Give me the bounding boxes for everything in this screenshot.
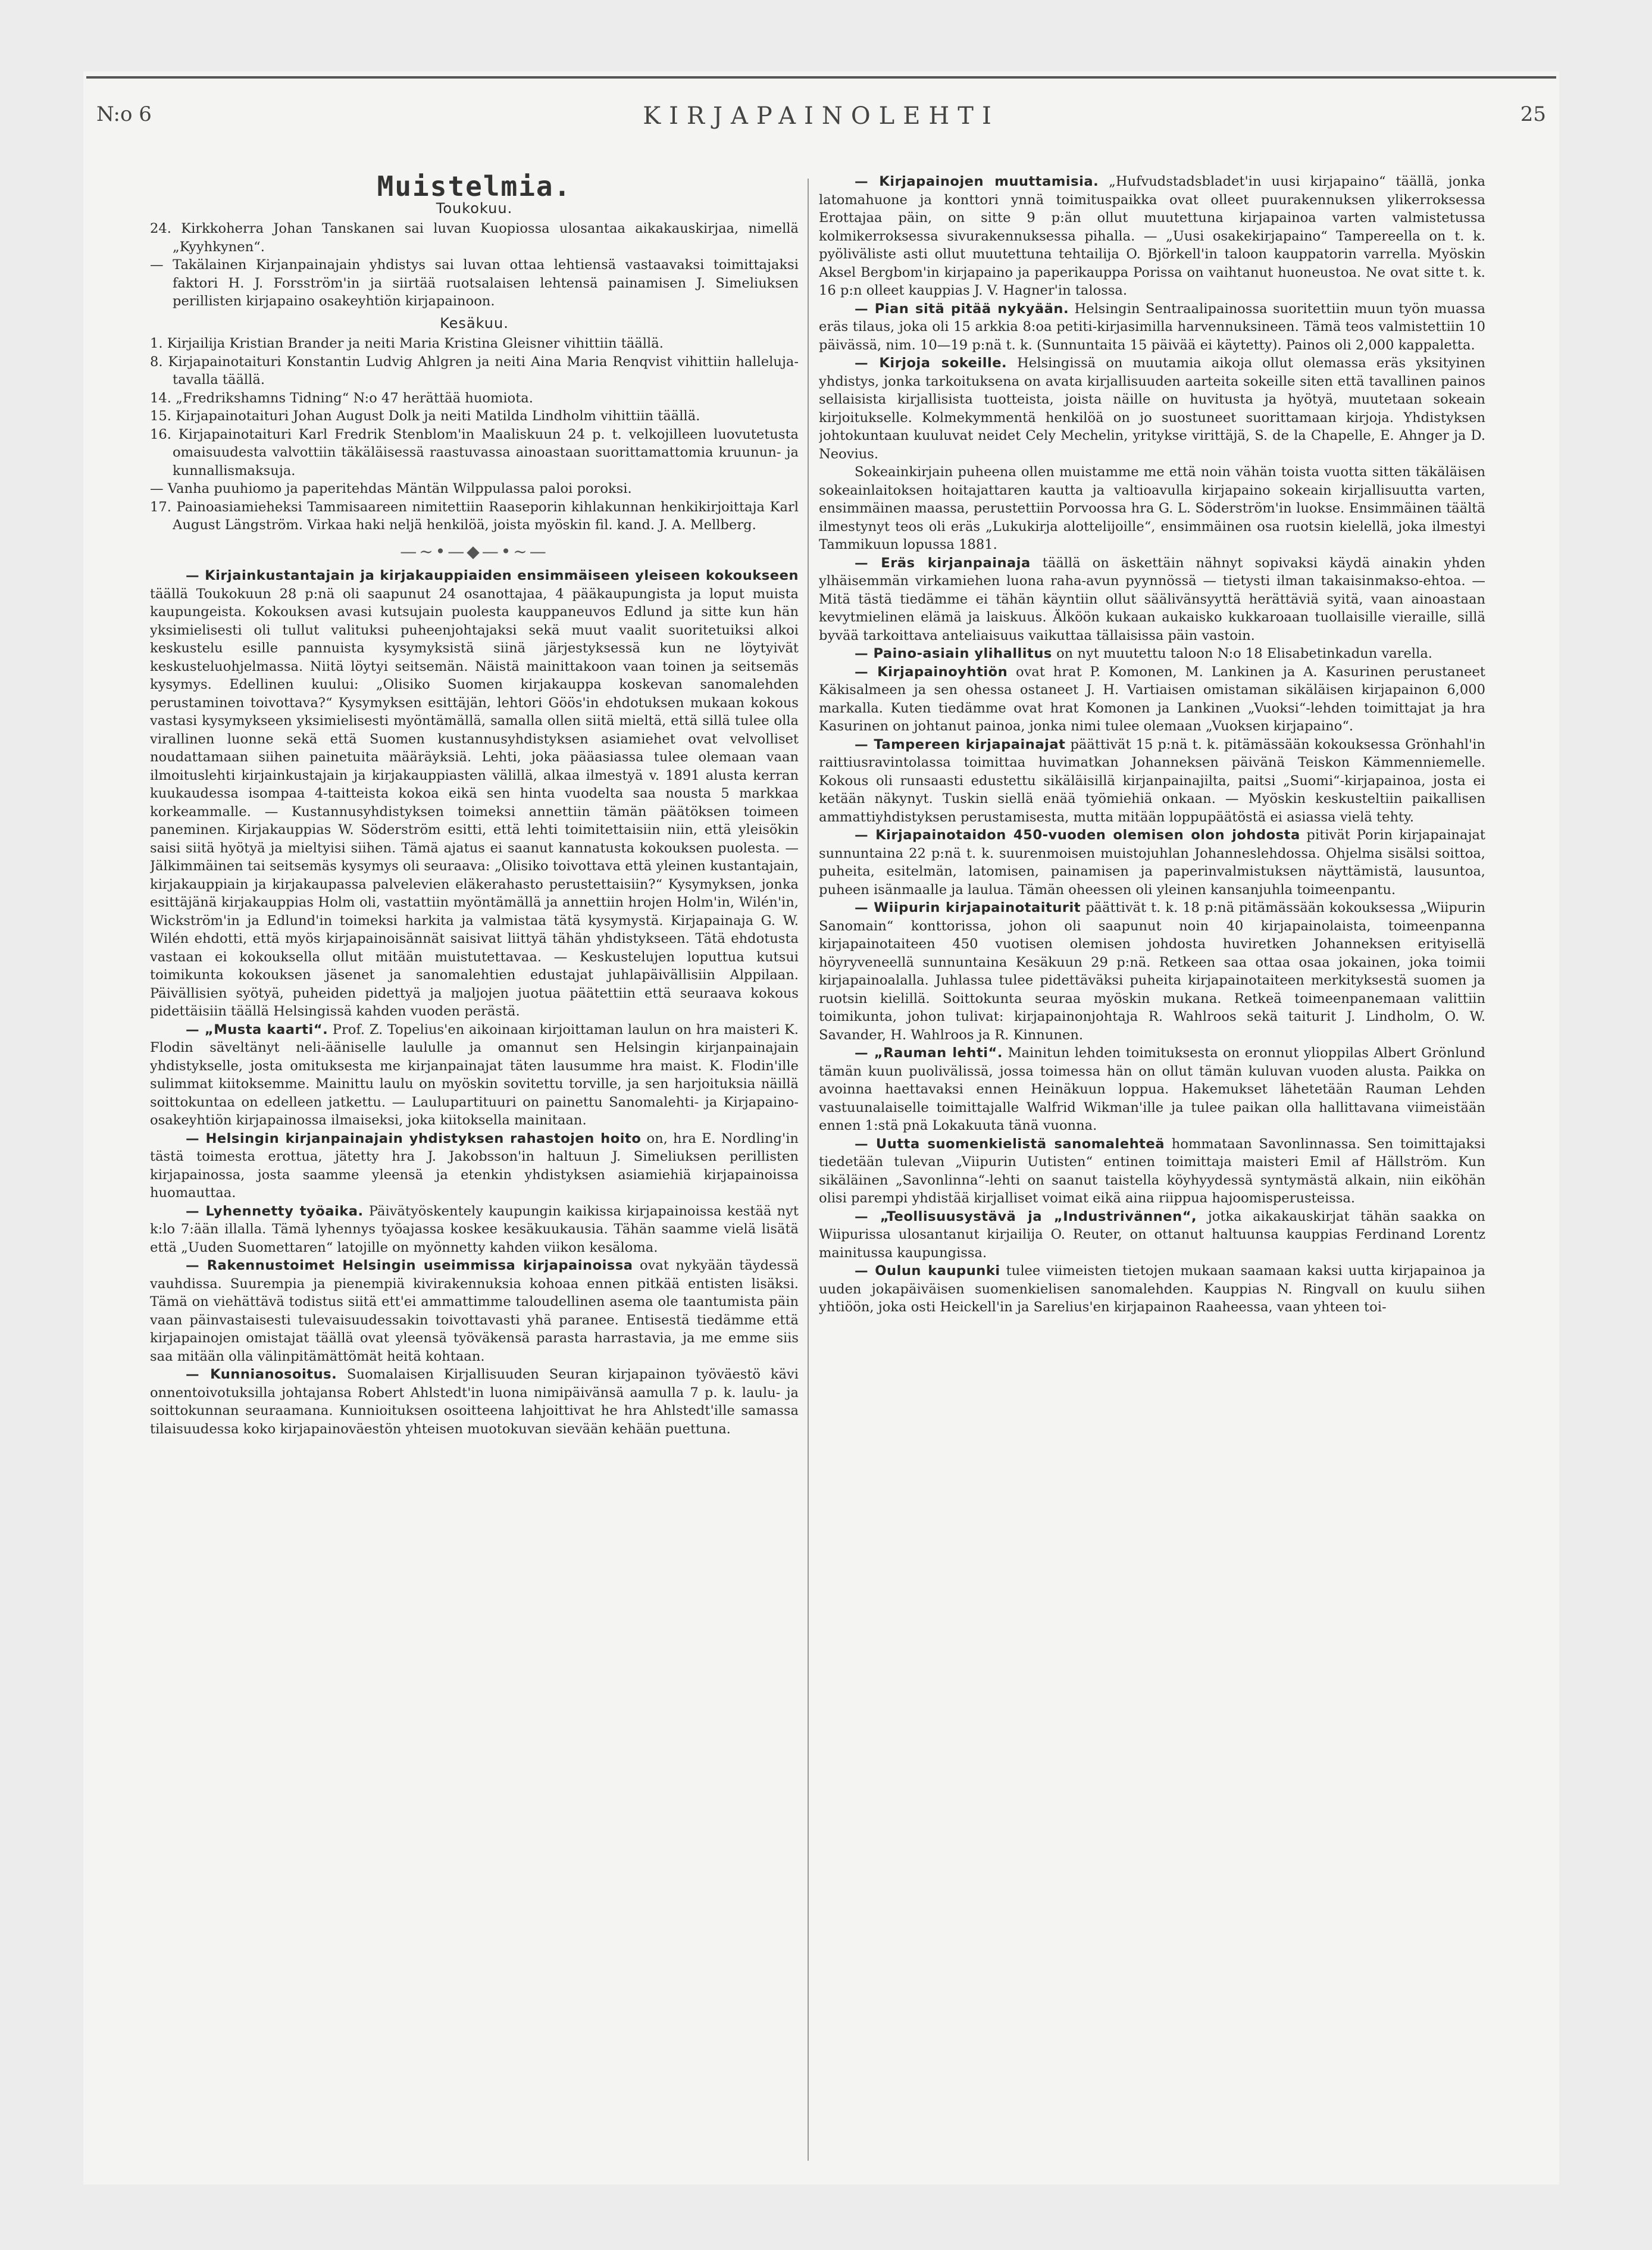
news-item (819, 300, 1485, 355)
news-item-heading: — Pian sitä pitää nykyään. (855, 301, 1069, 317)
publication-title: KIRJAPAINOLEHTI (643, 102, 1000, 130)
ornament-divider: —~•—◆—•~— (400, 541, 549, 561)
section-title: Muistelmia. (377, 173, 572, 202)
month-heading: Toukokuu. (436, 199, 513, 217)
news-item-heading: — Eräs kirjanpainaja (855, 555, 1031, 571)
news-item (819, 173, 1485, 300)
chronicle-entry: 8. Kirjapainotaituri Konstantin Ludvig Ahlgren ja neiti Aina Maria Renqvist vihittiin halleluja-tavalla täällä. (150, 354, 799, 388)
news-item (819, 899, 1485, 1044)
news-item-text: Prof. Z. Topelius'en aikoinaan kirjoittaman laulun on hra maisteri K. Flodin säveltänyt neli-ääniselle laululle ja omannut sen Helsingin kirjanpainajain yhdistykselle, josta omituksesta me kirjanpainajat täten lausumme hra maist. K. Flodin'ille sulimmat kiitoksemme. Mainittu laulu on myöskin sovitettu torville, ja sen harjoituksia näillä soittokuntaa on edelleen jatkettu. — Laulupartituuri on painettu Sanomalehti- ja Kirjapaino-osakeyhtiön kirjapainossa ilmaiseksi, joka kiitoksella mainitaan. (150, 1021, 799, 1128)
chronicle-entry: 24. Kirkkoherra Johan Tanskanen sai luvan Kuopiossa ulosantaa aikakauskirjaa, nimellä „Kyyhkynen“. (150, 221, 799, 255)
news-item-text: Sokeainkirjain puheena ollen muistamme me että noin vähän toista vuotta sitten täkäläisen sokeainlaitoksen hoitajattaren kautta ja valtioavulla kirjapaino sokeain kirjallisuutta varten, ensimmäinen maassa, perustettiin Porvoossa hra G. L. Söderström'in luokse. Ensimmäinen täältä ilmestynyt teos oli eräs „Lukukirja alottelijoille“, ensimmäinen osa ruotsin kielellä, joka ilmestyi Tammikuun lopussa 1881. (819, 464, 1485, 552)
issue-number: N:o 6 (96, 102, 152, 126)
chronicle-entry: — Takälainen Kirjanpainajain yhdistys sai luvan ottaa lehtiensä vastaavaksi toimittajaksi faktori H. J. Forsström'in ja siirtää ruotsalaisen lehtensä painamisen J. Simeliuksen perillisten kirjapaino osakeyhtiön kirjapainoon. (150, 257, 799, 309)
header-rule (86, 76, 1556, 79)
left-column (150, 173, 799, 2185)
news-item-text: ovat nykyään täydessä vauhdissa. Suurempia ja pienempiä kivirakennuksia kohoaa ennen pitkää entisten lisäksi. Tämä on viehättävä todistus siitä ett'ei ammattimme taloudellinen asema ole taantumista päin vaan päinvastaisesti tulevaisuudessakin toivottavasti yhä paranee. Entisestä tiedämme että kirjapainojen omistajat täällä ovat yleensä työväkensä parasta harrastavia, ja me emme siis saa mitään olla välinpitämättömät heitä kohtaan. (150, 1258, 799, 1364)
news-item-heading: — Lyhennetty työaika. (186, 1203, 364, 1219)
entry-list (150, 335, 799, 535)
news-item-heading: — Kunnianosoitus. (186, 1367, 337, 1382)
news-item-heading: — Kirjapainoyhtiön (855, 664, 1008, 680)
news-item-text: Mainitun lehden toimituksesta on eronnut ylioppilas Albert Grönlund tämän kuun puolivälissä, jossa toimessa hän on ollut tämän kuluvan vuoden alusta. Paikka on avoinna haettavaksi ennen Heinäkuun loppua. Hakemukset lähetetään Rauman Lehden vastuunalaiselle toimittajalle Walfrid Wikman'ille ja tulee paikan olla hallittavana viimeistään ennen 1:stä pnä Lokakuuta tänä vuonna. (819, 1045, 1485, 1133)
chronicle-entry: — Vanha puuhiomo ja paperitehdas Mäntän Wilppulassa paloi poroksi. (150, 481, 632, 496)
news-item-heading: — Tampereen kirjapainajat (855, 736, 1066, 752)
news-item (819, 736, 1485, 827)
news-item (150, 567, 799, 1021)
news-item-heading: — „Teollisuusystävä ja „Industrivännen“, (855, 1208, 1197, 1224)
month-heading: Kesäkuu. (440, 314, 509, 332)
news-item-text: on nyt muutettu taloon N:o 18 Elisabetinkadun varella. (1052, 646, 1432, 661)
news-item (819, 645, 1485, 663)
chronicle-entry: 17. Painoasiamieheksi Tammisaareen nimitettiin Raaseporin kihlakunnan henkikirjoittaja Karl August Längström. Virkaa haki neljä henkilöä, joista myöskin fil. kand. J. A. Mellberg. (150, 499, 799, 533)
chronicle-entry: 14. „Fredrikshamns Tidning“ N:o 47 herättää huomiota. (150, 390, 533, 406)
news-item-heading: — Wiipurin kirjapainotaiturit (855, 900, 1081, 915)
news-item (819, 1044, 1485, 1135)
news-item-text: Päivätyöskentely kaupungin kaikissa kirjapainoissa kestää nyt k:lo 7:ään illalla. Tämä lyhennys työajassa koskee kesäkuukausia. Tähän saamme vielä lisätä että „Uuden Suomettaren“ latojille on myönnetty kahden viikon kesäloma. (150, 1203, 799, 1255)
news-item (819, 1262, 1485, 1317)
news-item (819, 1135, 1485, 1208)
news-item (819, 554, 1485, 645)
news-item-text: täällä on äskettäin nähnyt sopivaksi käydä ainakin yhden ylhäisemmän virkamiehen luona raha-avun pyynnössä — tietysti ilman takaisinmakso-ehtoa. — Mitä tästä tiedämme ei tähän käyntiin ollut säälivänsyyttä herättäviä syitä, vaan ainoastaan kevytmielinen elämä ja laiskuus. Älköön kukaan aukaisko kukkaroaan tuollaisille vieraille, sillä byvää tarkoittava anteliaisuus vaikuttaa tällaisissa päin vastoin. (819, 555, 1485, 643)
news-item-heading: — Oulun kaupunki (855, 1263, 1000, 1279)
news-item (819, 826, 1485, 899)
news-item-text: „Hufvudstadsbladet'in uusi kirjapaino“ täällä, jonka latomahuone ja konttori ynnä toimituspaikka ovat olleet puurakennuksen ylikerroksessa Erottajaa päin, on sitte 9 p:än ollut muutettuna kirjapainoa varten valmistetussa kolmikerroksessa sivurakennuksessa pihalla. — „Uusi osakekirjapaino“ Tampereella on t. k. pyöliväliste asti ollut muutettuna tehtailija O. Björkell'in taloon kauppatorin varrella. Myöskin Aksel Bergbom'in kirjapaino ja paperikauppa Porissa on vaihtanut huoneustoa. Ne ovat sitte t. k. 16 p:n olleet kauppias J. V. Hagner'in talossa. (819, 174, 1485, 298)
entry-list (150, 220, 799, 311)
news-item-text: Helsingissä on muutamia aikoja ollut olemassa eräs yksityinen yhdistys, jonka tarkoituksena on avata kirjallisuuden aarteita sokeille siten että tavallinen painos sellaisista kirjallisista tuotteista, joista näille on huvitusta ja hyötyä, muutetaan sokeain kirjoitukselle. Kolmekymmentä henkilöä on jo suostuneet suorittamaan kirjoja. Yhdistyksen johtokuntaan kuuluvat neidet Cely Mechelin, yritykse virittäjä, S. de la Chapelle, E. Ahnger ja D. Neovius. (819, 355, 1485, 462)
news-item-heading: — Kirjainkustantajain ja kirjakauppiaiden ensimmäiseen yleiseen kokoukseen (186, 568, 799, 583)
news-item-heading: — Helsingin kirjanpainajain yhdistyksen rahastojen hoito (186, 1130, 642, 1146)
chronicle-entry: 16. Kirjapainotaituri Karl Fredrik Stenblom'in Maaliskuun 24 p. t. velkojilleen luovutetusta omaisuudesta valvottiin täkäläisessä raastuvassa ainoastaan suorittamattomia kruunun- ja kunnallismaksuja. (150, 426, 799, 479)
news-item (150, 1365, 799, 1438)
news-item-heading: — „Musta kaarti“. (186, 1021, 328, 1038)
news-item-text: jotka aikakauskirjat tähän saakka on Wiipurissa ulosantanut kirjailija O. Reuter, on ottanut haltuunsa kauppias Ferdinand Lorentz mainitussa kaupungissa. (819, 1208, 1485, 1261)
news-item-text: hommataan Savonlinnassa. Sen toimittajaksi tiedetään tulevan „Viipurin Uutisten“ entinen toimittaja maisteri Emil af Hällström. Kun sikäläinen „Savonlinna“-lehti on saanut taistella köyhyydessä syntymästä alkain, niin eiköhän olisi parempi yhdistää kirjalliset voimat eikä aina riippua hajoomisperusteissa. (819, 1136, 1485, 1206)
news-item-text: päättivät 15 p:nä t. k. pitämässään kokouksessa Grönhahl'in raittiusravintolassa toimittaa huvimatkan Johanneksen päivänä Teiskon Kämmenniemelle. Kokous oli runsaasti edustettu sikäläisillä kirjanpainajilta, paitsi „Suomi“-kirjapainoa, josta ei ketään näkynyt. Tuskin siellä enää työmiehiä onkaan. — Myöskin keskusteltiin paikallisen ammattiyhdistyksen perustamisesta, mutta mitään loppupäätöstä ei asiassa vielä tehty. (819, 736, 1485, 825)
news-item-heading: — Paino-asiain ylihallitus (855, 646, 1052, 661)
article-list (150, 567, 799, 1438)
news-item (150, 1130, 799, 1202)
news-item (150, 1257, 799, 1365)
news-item-heading: — „Rauman lehti“. (855, 1045, 1003, 1061)
news-item-text: ovat hrat P. Komonen, M. Lankinen ja A. Kasurinen perustaneet Käkisalmeen ja sen ohessa ostaneet J. H. Vartiaisen omistaman sikäläisen kirjapainon 6,000 markalla. Kuten tiedämme ovat hrat Komonen ja Lankinen „Vuoksi“-lehden toimittajat ja hra Kasurinen on johtanut painoa, jonka nimi tulee olemaan „Vuoksen kirjapaino“. (819, 664, 1485, 734)
article-list (819, 173, 1485, 1317)
chronicle-entry: 1. Kirjailija Kristian Brander ja neiti Maria Kristina Gleisner vihittiin täällä. (150, 336, 664, 351)
news-item-text: on, hra E. Nordling'in tästä toimesta erottua, jätetty hra J. Jakobsson'in haltuun J. Simeliuksen perillisten kirjapainossa, josta saamme yleensä ja etenkin yhdistyksen asiamiehiä kirjapainoissa huomauttaa. (150, 1130, 799, 1201)
right-column (819, 173, 1485, 2185)
page-header (89, 102, 1553, 138)
news-item-heading: — Kirjapainojen muuttamisia. (855, 174, 1099, 189)
news-item-text: tulee viimeisten tietojen mukaan saamaan kaksi uutta kirjapainoa ja uuden jokapäiväisen suomenkielisen sanomalehden. Kauppias N. Ringvall on kuulu siihen yhtiöön, joka osti Heickell'in ja Sarelius'en kirjapainon Raaheessa, vaan yhteen toi- (819, 1263, 1485, 1315)
column-divider (808, 179, 809, 2161)
news-item (150, 1202, 799, 1257)
news-item (819, 663, 1485, 736)
news-item (819, 463, 1485, 554)
news-item-text: täällä Toukokuun 28 p:nä oli saapunut 24 osanottajaa, 4 pääkaupungista ja loput muista kaupungeista. Kokouksen avasi kutsujain puolesta kauppaneuvos Edlund ja sitte kun hän yksimielisesti oli tullut valituksi puheenjohtajaksi sekä muut vaalit suoritetuiksi alkoi keskustelu esille pannuista kysymyksistä siinä järjestyksessä kun ne löytyivät keskusteluohjelmassa. Niitä löytyi seitsemän. Näistä mainittakoon vaan toinen ja seitsemäs kysymys. Edellinen kuului: „Olisiko Suomen kirjakauppa koskevan sanomalehden perustaminen toivottava?“ Kysymyksen esittäjän, lehtori Göös'in ehdotuksen mukaan kokous vastasi kysymykseen yksimielisesti myöntämällä, samalla ollen siitä mieltä, että sillä tulee olla virallinen luonne sekä että Suomen kustannusyhdistyksen asiamiehet ovat velvolliset noudattamaan siihen painetuita määräyksiä. Lehti, joka pääasiassa tulee olemaan vaan ilmoituslehti kirjainkustajain ja kirjakauppiasten välillä, alkaa ilmestyä v. 1891 alusta kerran kuukaudessa isompaa 4-taitteista kokoa eikä sen hinta vuodelta saa nousta 5 markkaa korkeammalle. — Kustannusyhdistyksen toimeksi annettiin tämän päätöksen toimeen paneminen. Kirjakauppias W. Söderström esitti, että lehti toimitettaisiin niin, että yleisökin saisi siitä hyötyä ja mieltyisi siihen. Tämä ajatus ei saanut kannatusta kokouksen puolesta. — Jälkimmäinen tai seitsemäs kysymys oli seuraava: „Olisiko toivottava että yleinen kustantajain, kirjakauppiain ja kirjakaupassa palvelevien eläkerahasto perustettaisiin?“ Kysymyksen, jonka esittäjänä kirjakauppias Holm oli, vastattiin myöntämällä ja annettiin hrojen Holm'in, Wilén'in, Wickström'in ja Edlund'in toimeksi harkita ja valmistaa tätä kysymystä. Kirjapainaja G. W. Wilén ehdotti, että myös kirjapainoisännät saisivat liittyä tähän yhdistykseen. Tätä ehdotusta vastaan ei kokouksella ollut mitään muistutettavaa. — Keskustelujen loputtua kutsui toimikunta kokouksen jäsenet ja sanomalehtien edustajat juhlapäivällisiin Alppilaan. Päivällisien syötyä, puheiden pidettyä ja maljojen juotua päätettiin että seuraava kokous pidettäisiin täällä Helsingissä kahden vuoden perästä. (150, 586, 799, 1019)
news-item (819, 1208, 1485, 1262)
news-item (150, 1021, 799, 1130)
news-item (819, 354, 1485, 463)
news-item-heading: — Kirjoja sokeille. (855, 355, 1008, 371)
news-item-text: Helsingin Sentraalipainossa suoritettiin muun työn muassa eräs tilaus, joka oli 15 arkkia 8:oa petiti-kirjasimilla harvennuksineen. Tämä teos valmistettiin 10 päivässä, nim. 10—19 p:nä t. k. (Sunnuntaita 15 päivää ei käytetty). Painos oli 2,000 kappaletta. (819, 301, 1485, 353)
news-item-heading: — Kirjapainotaidon 450-vuoden olemisen olon johdosta (855, 827, 1300, 843)
page-number: 25 (1520, 102, 1546, 126)
news-item-text: Suomalaisen Kirjallisuuden Seuran kirjapainon työväestö kävi onnentoivotuksilla johtajansa Robert Ahlstedt'in luona nimipäivänsä aamulla 7 p. k. laulu- ja soittokunnan seuraamana. Kunnioituksen osoitteena lahjoittivat he hra Ahlstedt'ille samassa tilaisuudessa koko kirjapainoväestön yhteisen muotokuvan sievään kehään puettuna. (150, 1367, 799, 1437)
news-item-heading: — Rakennustoimet Helsingin useimmissa kirjapainoissa (186, 1258, 633, 1273)
news-item-heading: — Uutta suomenkielistä sanomalehteä (855, 1136, 1165, 1152)
news-item-text: pitivät Porin kirjapainajat sunnuntaina 22 p:nä t. k. suurenmoisen muistojuhlan Johanneslehdossa. Ohjelma sisälsi soittoa, puheita, esitelmän, latomisen, painamisen ja paperinvalmistuksen näyttämistä, lausuntoa, puheen isänmaalle ja laulua. Tämän oheessen oli yleinen kansanjuhla toimeenpantu. (819, 827, 1485, 898)
chronicle-entry: 15. Kirjapainotaituri Johan August Dolk ja neiti Matilda Lindholm vihittiin täällä. (150, 408, 700, 424)
news-item-text: päättivät t. k. 18 p:nä pitämässään kokouksessa „Wiipurin Sanomain“ konttorissa, johon oli saapunut noin 40 kirjapainolaista, toimeenpanna kirjapainotaiteen 450 vuotisen olemisen johdosta huviretken Johanneksen erityisellä höyryveneellä sunnuntaina Kesäkuun 29 p:nä. Retkeen saa ottaa osaa jokainen, joka toimii kirjapainoalalla. Juhlassa tulee pidettäväksi puheita kirjapainotaiteen merkityksestä suomen ja ruotsin kielillä. Soittokunta seuraa myöskin mukana. Retkeä toimeenpanemaan valittiin toimikunta, johon tulivat: kirjapainonjohtaja R. Wahlroos sekä taiturit J. Lindholm, O. W. Savander, H. Wahlroos ja R. Kinnunen. (819, 900, 1485, 1043)
